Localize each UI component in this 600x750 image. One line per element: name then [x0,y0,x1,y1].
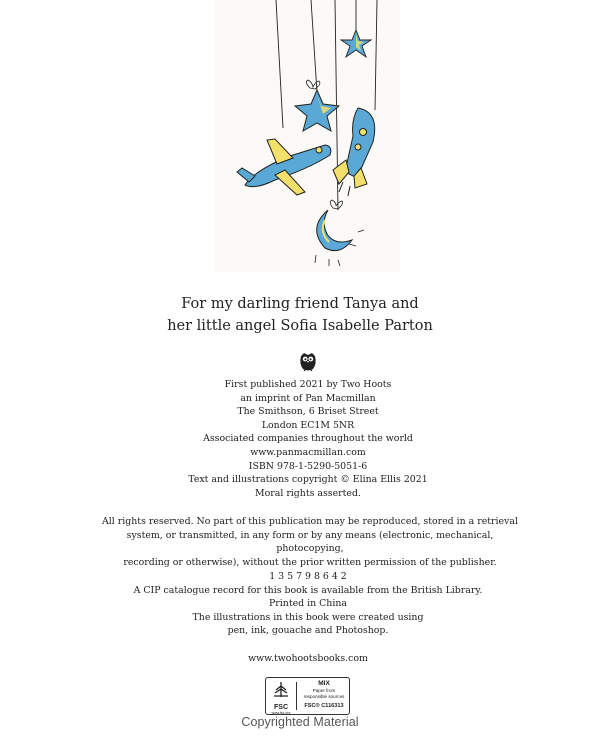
illustration-note-line: The illustrations in this book were created using [192,611,424,623]
imprint-line: First published 2021 by Two Hoots [224,379,392,390]
fsc-tree-icon [270,681,292,715]
imprint-block [0,378,600,500]
fsc-brand: FSC [274,704,288,711]
fsc-code: FSC® C116313 [304,702,344,709]
fsc-divider [296,682,297,710]
rights-line: recording or otherwise), without the prior written permission of the publisher. [123,556,497,568]
owl-icon [296,350,320,374]
watermark-bottom: Copyrighted Material [241,715,359,729]
imprint-line: Associated companies throughout the world [203,433,413,445]
printed-in-line: Printed in China [269,598,347,610]
rights-block [100,515,520,569]
rights-line: system, or transmitted, in any form or by any means (electronic, mechanical, photocopying, [126,529,494,555]
imprint-line: Text and illustrations copyright © Elina Ellis 2021 [188,474,428,486]
website-link[interactable]: www.twohootsbooks.com [248,653,368,664]
printing-number-line: 1 3 5 7 9 8 6 4 2 [269,571,347,582]
fsc-mix: MIX [318,680,330,687]
imprint-line: London EC1M 5NR [261,419,355,431]
mobile-illustration [215,0,400,272]
imprint-line: The Smithson, 6 Briset Street [237,406,379,418]
isbn-line: ISBN 978-1-5290-5051-6 [248,460,368,472]
fsc-badge [265,677,350,715]
imprint-line: an imprint of Pan Macmillan [240,392,376,404]
imprint-line: www.panmacmillan.com [250,446,366,458]
dedication-line-2: her little angel Sofia Isabelle Parton [167,318,433,334]
fsc-line2: responsible sources [303,694,345,699]
illustration-note-line: pen, ink, gouache and Photoshop. [227,625,389,637]
cip-line: A CIP catalogue record for this book is available from the British Library. [133,584,483,596]
printing-block [0,570,600,638]
imprint-line: Moral rights asserted. [255,487,361,499]
dedication-line-1: For my darling friend Tanya and [181,296,419,312]
fsc-line1: Paper from [312,687,336,693]
fsc-text [299,681,349,709]
rights-line: All rights reserved. No part of this publication may be reproduced, stored in a retrieval [102,516,518,527]
fsc-url: www.fsc.org [271,711,291,715]
